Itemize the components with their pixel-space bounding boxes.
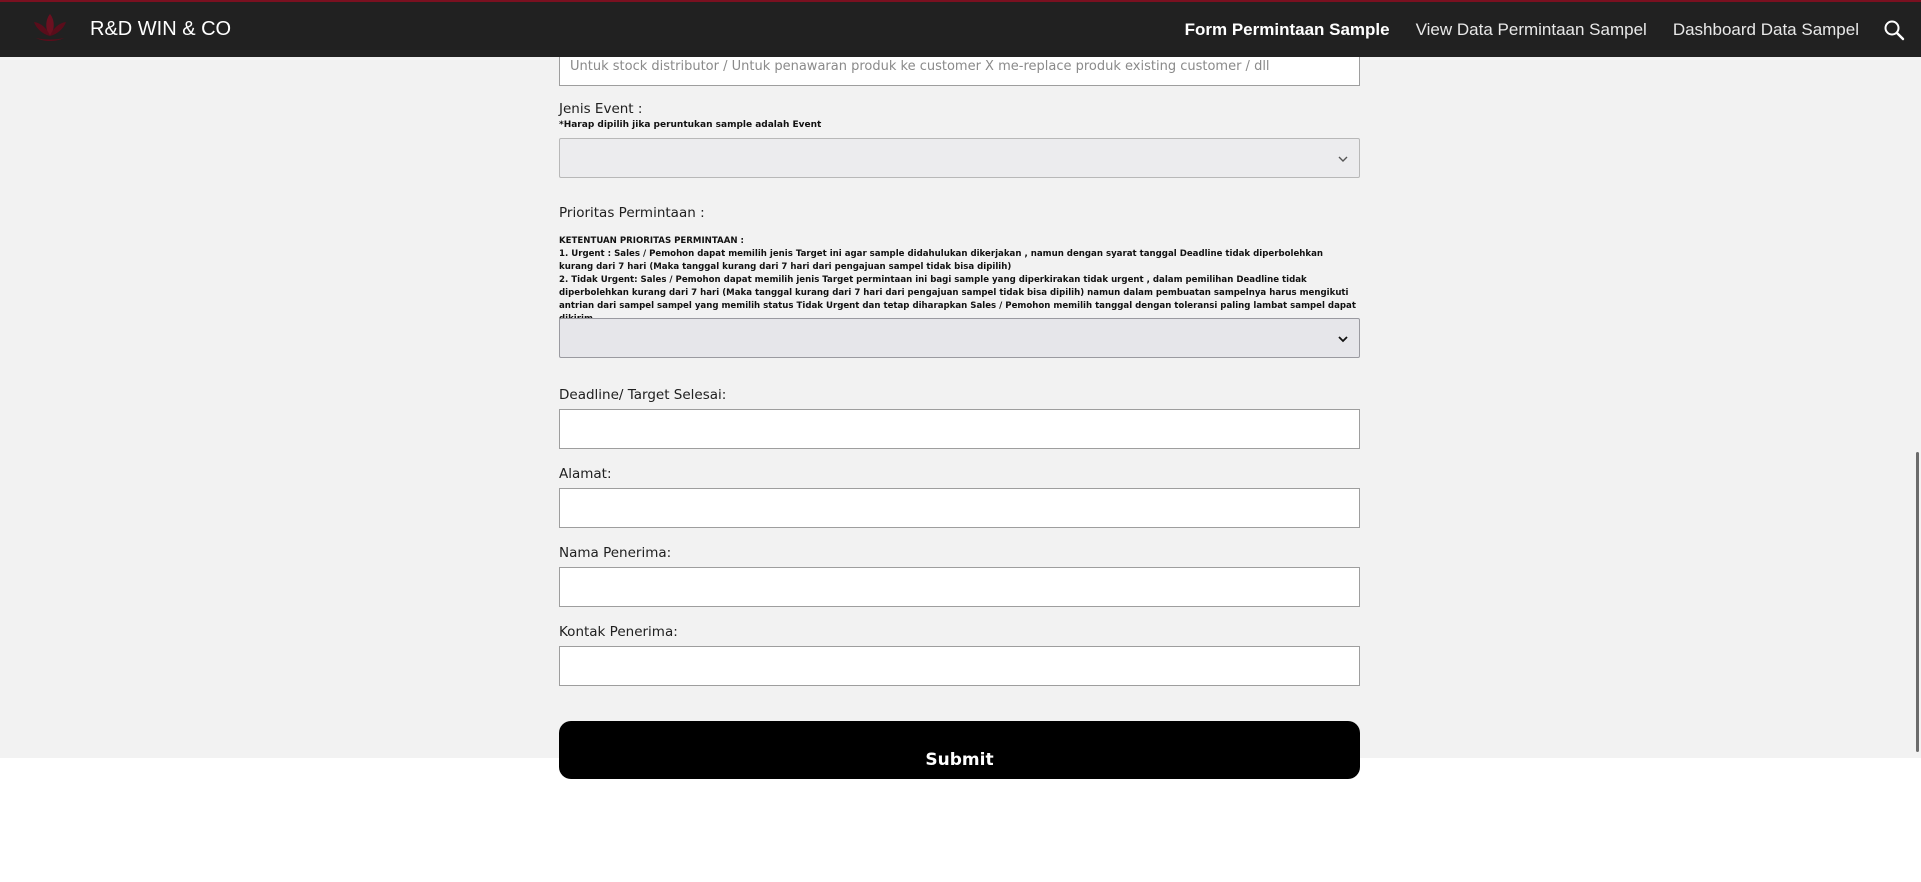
deadline-label: Deadline/ Target Selesai: — [559, 387, 727, 403]
event-type-note: *Harap dipilih jika peruntukan sample adalah Event — [559, 120, 822, 130]
site-title[interactable]: R&D WIN & CO — [90, 18, 232, 40]
search-icon[interactable] — [1883, 19, 1905, 41]
top-navbar — [0, 0, 1921, 57]
recipient-contact-input[interactable] — [559, 646, 1360, 686]
chevron-down-icon — [1337, 153, 1349, 165]
priority-select[interactable] — [559, 318, 1360, 358]
submit-button[interactable]: Submit — [559, 721, 1360, 779]
priority-rules — [559, 235, 1360, 326]
address-input[interactable] — [559, 488, 1360, 528]
priority-rules-title: KETENTUAN PRIORITAS PERMINTAAN : — [559, 236, 744, 246]
address-label: Alamat: — [559, 466, 612, 482]
nav-links — [1185, 20, 1859, 40]
chevron-down-icon — [1337, 333, 1349, 345]
recipient-contact-label: Kontak Penerima: — [559, 624, 678, 640]
event-type-select[interactable] — [559, 138, 1360, 178]
priority-rule-urgent: 1. Urgent : Sales / Pemohon dapat memilih jenis Target ini agar sample didahulukan dikerjakan , namun dengan syarat tanggal Deadline tidak diperbolehkan kurang dari 7 hari (Maka tanggal kurang dari 7 hari dari pengajuan sampel tidak bisa dipilih) — [559, 249, 1324, 272]
deadline-input[interactable] — [559, 409, 1360, 449]
recipient-name-input[interactable] — [559, 567, 1360, 607]
recipient-name-label: Nama Penerima: — [559, 545, 672, 561]
event-type-label: Jenis Event : — [559, 101, 643, 117]
nav-link-form-permintaan-sample[interactable]: Form Permintaan Sample — [1184, 20, 1390, 39]
nav-link-dashboard-data-sampel[interactable]: Dashboard Data Sampel — [1672, 20, 1859, 39]
scrollbar-thumb[interactable] — [1916, 452, 1919, 752]
priority-label: Prioritas Permintaan : — [559, 205, 705, 221]
nav-link-view-data-permintaan[interactable]: View Data Permintaan Sampel — [1415, 20, 1647, 39]
page-scrollbar[interactable] — [1914, 57, 1921, 758]
lotus-logo-icon[interactable] — [30, 10, 70, 46]
priority-rule-not-urgent: 2. Tidak Urgent: Sales / Pemohon dapat memilih jenis Target permintaan ini bagi sample yang diperkirakan tidak urgent , dalam pemilihan Deadline tidak diperbolehkan kurang dari 7 hari (Maka tanggal kurang dari 7 hari dari pengajuan sampel tidak bisa dipilih) namun dalam pembuatan sampelnya harus mengikuti antrian dari sampel sampel yang memilih status Tidak Urgent dan tetap diharapkan Sales / Pemohon memilih tanggal dengan toleransi paling lambat sampel dapat — [559, 275, 1356, 311]
